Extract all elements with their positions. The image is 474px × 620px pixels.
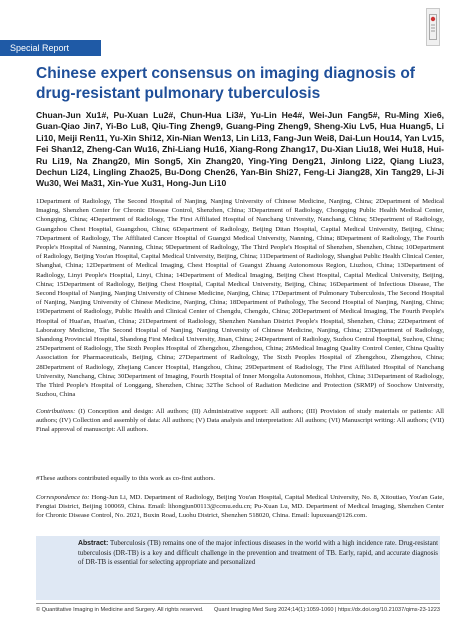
abstract-text: Tuberculosis (TB) remains one of the major infectious diseases in the world with a high incidence rate. Drug-resistant tuberculosis (DR-TB) is a key and difficult challenge in the prevention and treatment of TB. Early, rapid, and accurate diagnosis of DR-TB is essential for selecting appropriate and personalized <box>78 540 438 567</box>
contributions <box>36 407 444 435</box>
affiliations: 1Department of Radiology, The Second Hospital of Nanjing, Nanjing University of Chinese Medicine, Nanjing, China; 2Department of Medical Imaging, Shenzhen Center for Chronic Disease Control, Shenzhen, China; 3Department of Radiology, Chongqing Public Health Medical Center, Chongqing, China; 4Department of Radiology, The First Affiliated Hospital of Nanchang University, Nanchang, China; 5Department of Radiology, Guangzhou Chest Hospital, Guangzhou, China; 6Department of Radiology, Beijing Ditan Hospital, Capital Medical University, Beijing, China; 7Department of Radiology, The Affiliated Cancer Hospital of Guangxi Medical University, Nanning, China; 8Department of Radiology, The Fourth People's Hospital of Nanning, Nanning, China; 9Department of Radiology, The Third People's Hospital of Shenzhen, Shenzhen, China; 10Department of Radiology, Beijing You'an Hospital, Capital Medical University, Beijing, China; 11Department of Radiology, Shanghai Public Health Clinical Center, Shanghai, China; 12Department of Medical Imaging, Chest Hospital of Guangxi Zhuang Autonomous Region, Liuzhou, China; 13Department of Radiology, Linyi People's Hospital, Linyi, China; 14Department of Medical Imaging, Beijing Chest Hospital, Capital Medical University, Beijing, China; 15Department of Radiology, Beijing Chest Hospital, Capital Medical University, Beijing, China; 16Department of Infectious Disease, The Second Hospital of Nanjing, Nanjing University of Chinese Medicine, Nanjing, China; 17Department of Pulmonary Tuberculosis, The Second Hospital of Nanjing, Nanjing University of Chinese Medicine, Nanjing, China; 18Department of Pathology, The Second Hospital of Nanjing, Nanjing, China; 19Department of Radiology, Public Health and Clinical Center of Chengdu, Chengdu, China; 20Department of Medical Imaging, The Fourth People's Hospital of Huai'an, Huai'an, China; 21Department of Radiology, Shenzhen Nanshan District People's Hospital, Shenzhen, China; 22Department of Laboratory Medicine, The Second Hospital of Nanjing, Nanjing University of Chinese Medicine, Nanjing, China; 23Department of Radiology, Shandong Provincial Hospital, Shandong First Medical University, Jinan, China; 24Department of Radiology, Suzhou Central Hospital, Suzhou, China; 25Department of Radiology, The Sixth Peoples Hospital of Zhengzhou, Zhengzhou, China; 26Medical Imaging Quality Control Center, China Quality Association for Pharmaceuticals, Beijing, China; 27Department of Radiology, The Sixth Peoples Hospital of Zhengzhou, Zhengzhou, China; 28Department of Radiology, Zhejiang Cancer Hospital, Hangzhou, China; 29Department of Radiology, The First Affiliated Hospital of Nanchang University, Nanchang, China; 30Department of Imaging, Fourth Hospital of Inner Mongolia Autonomous, Hohhot, China; 31Department of Radiology, The Third People's Hospital of Longgang, Shenzhen, China; 32The School of Radiation Medicine and Protection (SRMP) of Soochow University, Suzhou, China <box>36 198 445 399</box>
abstract <box>78 539 438 568</box>
check-for-updates-icon[interactable] <box>426 8 440 46</box>
section-label: Special Report <box>0 40 101 56</box>
abstract-label: Abstract: <box>78 540 109 547</box>
contributions-label: Contributions: <box>36 408 76 415</box>
correspondence <box>36 493 444 521</box>
equal-contribution-note: #These authors contributed equally to this work as co-first authors. <box>36 475 216 482</box>
correspondence-text: Hong-Jun Li, MD. Department of Radiology, Beijing You'an Hospital, Capital Medical University, No. 8, Xitoutiao, You'an Gate, Fengtai District, Beijing 100069, China. Email: lihongjun00113@ccmu.edu.cn; Pu-Xuan Lu, MD. Department of Medical Imaging, Shenzhen Center for Chronic Disease Control, No. 2021, Buxin Road, Luohu District, Shenzhen 518020, China. Email: lupuxuan@126.com. <box>36 494 444 520</box>
article-title: Chinese expert consensus on imaging diagnosis of drug-resistant pulmonary tuberculosis <box>36 65 415 102</box>
correspondence-label: Correspondence to: <box>36 494 90 501</box>
contributions-text: (I) Conception and design: All authors; (II) Administrative support: All authors; (III) Provision of study materials or patients: All authors; (IV) Collection and assembly of data: All authors; (V) Data analysis and interpretation: All authors; (VI) Manuscript writing: All authors; (VII) Final approval of manuscript: All authors. <box>36 408 444 434</box>
copyright-notice: © Quantitative Imaging in Medicine and Surgery. All rights reserved. <box>36 607 204 613</box>
journal-citation: Quant Imaging Med Surg 2024;14(1):1059-1060 | https://dx.doi.org/10.21037/qims-23-1223 <box>214 607 440 613</box>
author-list: Chuan-Jun Xu1#, Pu-Xuan Lu2#, Chun-Hua Li3#, Yu-Lin He4#, Wei-Jun Fang5#, Ru-Ming Xie6, Guan-Qiao Jin7, Yi-Bo Lu8, Qiu-Ting Zheng9, Guang-Ping Zheng9, Sheng-Xiu Lv5, Hua Huang5, Li Li10, Meiji Ren11, Yu-Xin Shi12, Xin-Nian Wen13, Lin Li13, Fang-Jun Wei8, Dai-Lun Hou14, Yan Lv15, Fei Shan12, Zheng-Can Wu16, Zhi-Liang Hu16, Xiang-Rong Zhang17, Du-Xian Liu18, Wei Hu18, Hui-Ru Li19, Na Zhang20, Min Song5, Xin Zhang20, Ying-Ying Deng21, Jinlong Li22, Qiang Liu23, Dechun Li24, Lingling Zhao25, Bu-Dong Chen26, Yan-Bin Shi27, Feng-Li Jiang28, Xin Tang29, Li-Ji Wu30, Wei Ma31, Xin-Yue Xu31, Hong-Jun Li10 <box>36 110 444 189</box>
footer-divider <box>36 603 440 604</box>
